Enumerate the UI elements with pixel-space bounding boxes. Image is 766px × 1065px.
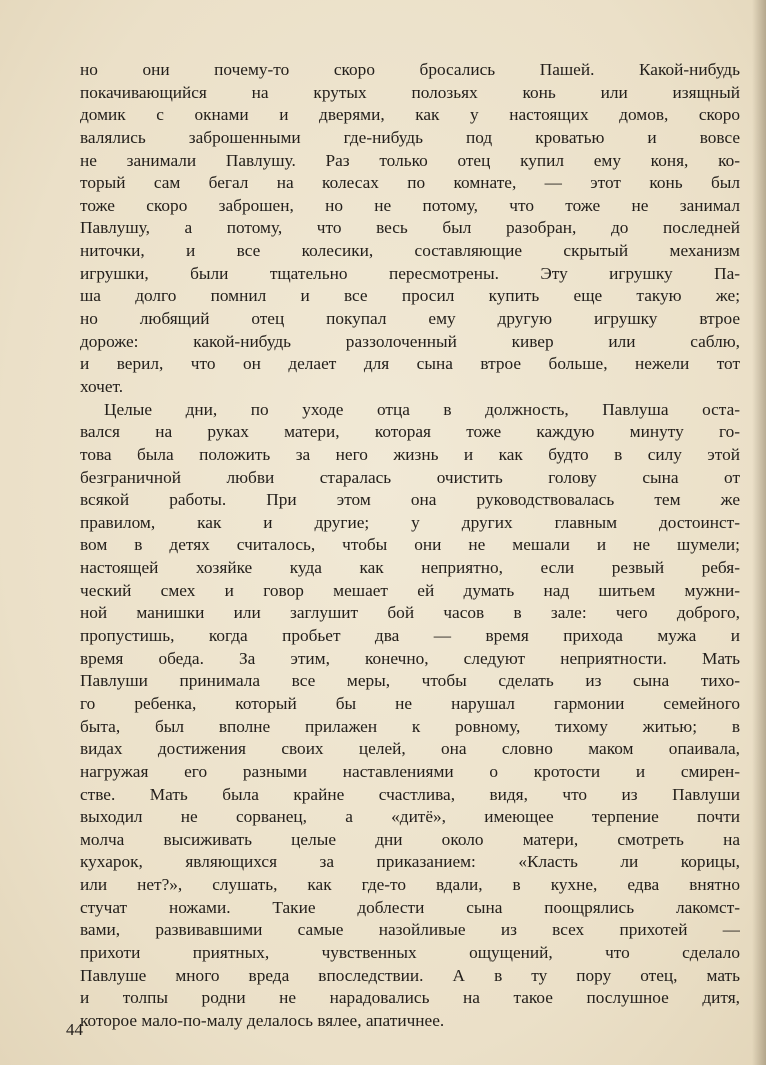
text-line: которое мало-по-малу делалось вялее, апатичнее. <box>80 1010 445 1030</box>
text-line: всякой работы. При этом она руководствовалась тем же <box>80 490 740 510</box>
text-line: но они почему-то скоро бросались Пашей. Какой-нибудь <box>80 60 740 79</box>
text-line: Павлушу, а потому, что весь был разобран, до последней <box>80 218 740 238</box>
text-line: но любящий отец покупал ему другую игрушку втрое <box>80 309 740 329</box>
text-line: кухарок, являющихся за приказанием: «Класть ли корицы, <box>80 852 740 872</box>
text-line: тоже скоро заброшен, но не потому, что тоже не занимал <box>80 195 740 215</box>
text-line: ческий смех и говор мешает ей думать над шитьем мужни- <box>80 580 740 600</box>
text-line: безграничной любви старалась очистить голову сына от <box>80 467 740 487</box>
text-line: ша долго помнил и все просил купить еще такую же; <box>80 286 740 306</box>
text-line: и верил, что он делает для сына втрое больше, нежели тот <box>80 354 740 374</box>
text-line: или нет?», слушать, как где-то вдали, в кухне, едва внятно <box>80 875 740 895</box>
text-line: не занимали Павлушу. Раз только отец купил ему коня, ко- <box>80 150 740 170</box>
text-line: Павлуше много вреда впоследствии. А в ту пору отец, мать <box>80 965 740 985</box>
text-line: выходил не сорванец, а «дитё», имеющее терпение почти <box>80 807 740 827</box>
text-line: и толпы родни не нарадовались на такое послушное дитя, <box>80 988 740 1008</box>
text-line: ниточки, и все колесики, составляющие скрытый механизм <box>80 241 740 261</box>
text-line: го ребенка, который бы не нарушал гармонии семейного <box>80 693 740 713</box>
page-number: 44 <box>66 1020 83 1039</box>
text-line: торый сам бегал на колесах по комнате, — этот конь был <box>80 173 740 193</box>
text-line: видах достижения своих целей, она словно маком опаивала, <box>80 739 740 759</box>
text-line: молча высиживать целые дни около матери, смотреть на <box>80 829 740 849</box>
text-line: настоящей хозяйке куда как неприятно, если резвый ребя- <box>80 558 740 578</box>
text-line: время обеда. За этим, конечно, следуют неприятности. Мать <box>80 648 740 668</box>
text-line: вался на руках матери, которая тоже каждую минуту го- <box>80 422 740 442</box>
text-line: покачивающийся на крутых полозьях конь или изящный <box>80 82 740 102</box>
text-line: Целые дни, по уходе отца в должность, Павлуша оста- <box>104 399 740 419</box>
text-line: вом в детях считалось, чтобы они не мешали и не шумели; <box>80 535 740 555</box>
text-line: хочет. <box>80 376 124 396</box>
text-line: дороже: какой-нибудь раззолоченный кивер или саблю, <box>80 331 740 351</box>
text-line: правилом, как и другие; у других главным достоинст- <box>80 512 740 532</box>
body-text <box>80 59 740 1033</box>
text-line: ной манишки или заглушит бой часов в зале: чего доброго, <box>80 603 740 623</box>
text-line: быта, был вполне прилажен к ровному, тихому житью; в <box>80 716 740 736</box>
text-line: нагружая его разными наставлениями о кротости и смирен- <box>80 761 740 781</box>
text-line: домик с окнами и дверями, как у настоящих домов, скоро <box>80 105 740 125</box>
text-line: прихоти приятных, чувственных ощущений, что сделало <box>80 942 740 962</box>
text-line: стве. Мать была крайне счастлива, видя, что из Павлуши <box>80 784 740 804</box>
text-line: пропустишь, когда пробьет два — время прихода мужа и <box>80 626 740 646</box>
text-line: вами, развивавшими самые назойливые из всех прихотей — <box>80 920 740 940</box>
text-line: стучат ножами. Такие доблести сына поощрялись лакомст- <box>80 897 740 917</box>
text-line: игрушки, были тщательно пересмотрены. Эту игрушку Па- <box>80 263 740 283</box>
page-edge-shadow <box>752 0 766 1065</box>
text-line: това была положить за него жизнь и как будто в силу этой <box>80 444 740 464</box>
text-line: Павлуши принимала все меры, чтобы сделать из сына тихо- <box>80 671 740 691</box>
text-line: валялись заброшенными где-нибудь под кроватью и вовсе <box>80 127 740 147</box>
